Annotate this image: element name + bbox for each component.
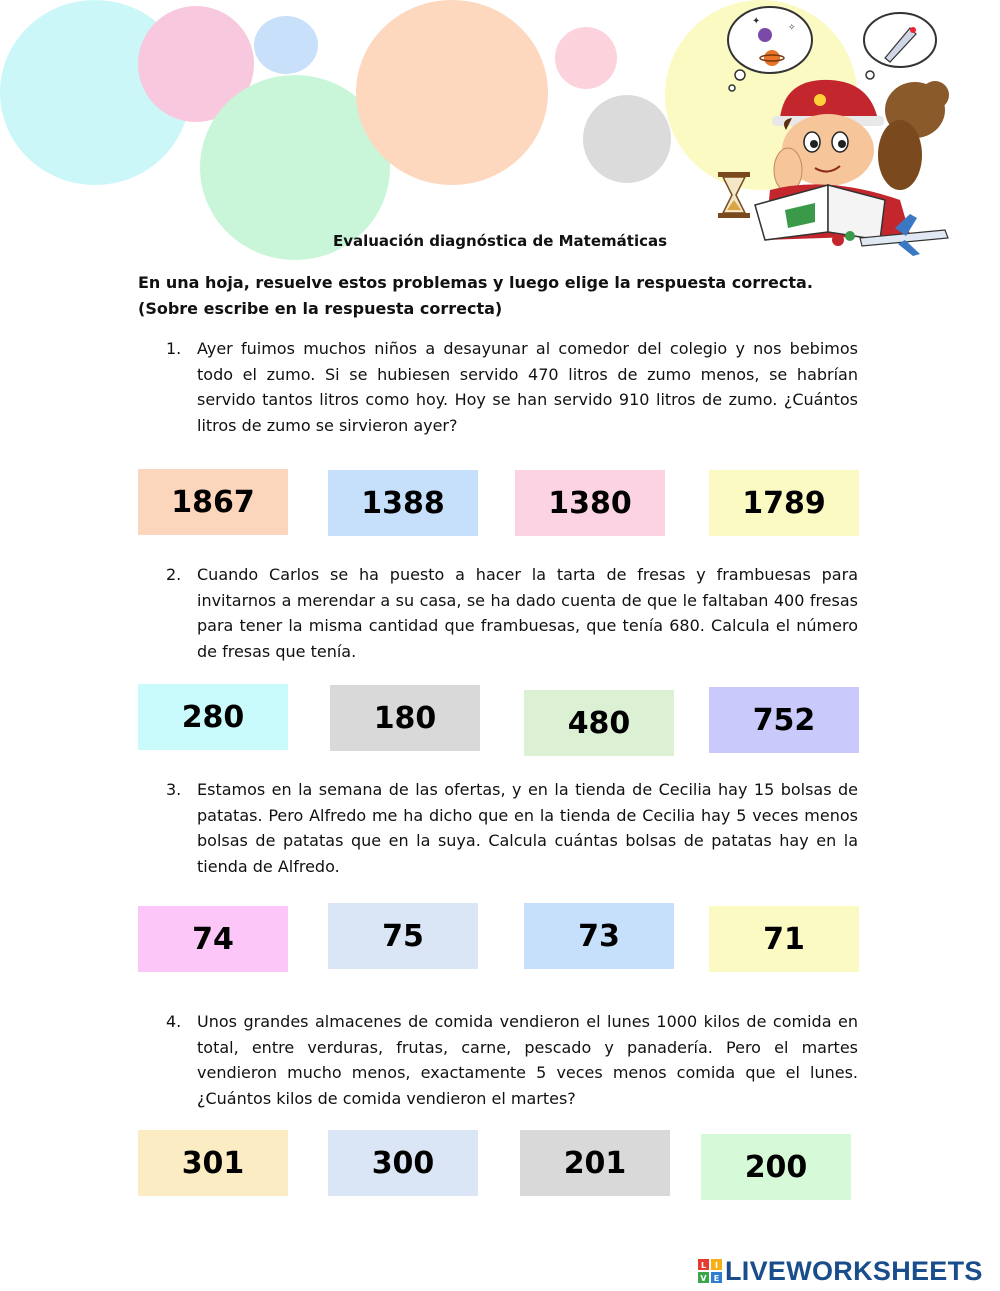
answer-option-q1-b[interactable]: 1388 [328, 470, 478, 536]
decorative-bubble [555, 27, 617, 89]
logo-icon-letter: L [700, 1261, 707, 1270]
answer-option-q4-b[interactable]: 300 [328, 1130, 478, 1196]
question-4 [166, 1009, 858, 1111]
question-text: Cuando Carlos se ha puesto a hacer la tarta de fresas y frambuesas para invitarnos a merendar a su casa, se ha dado cuenta de que le faltaban 400 fresas para tener la misma cantidad que frambuesas, que tenía 680. Calcula el número de fresas que tenía. [197, 565, 858, 661]
decorative-bubble [356, 0, 548, 185]
logo-text: LIVEWORKSHEETS [725, 1255, 983, 1286]
answer-option-q2-c[interactable]: 480 [524, 690, 674, 756]
svg-text:✧: ✧ [788, 23, 796, 33]
liveworksheets-logo [698, 1254, 983, 1288]
question-3 [166, 777, 858, 879]
answer-option-q1-a[interactable]: 1867 [138, 469, 288, 535]
answer-option-q2-d[interactable]: 752 [709, 687, 859, 753]
svg-text:✦: ✦ [752, 16, 761, 27]
answer-option-q3-d[interactable]: 71 [709, 906, 859, 972]
boy-reading-illustration [710, 0, 1000, 260]
answer-option-q4-a[interactable]: 301 [138, 1130, 288, 1196]
question-number: 1. [166, 339, 182, 358]
page-title: Evaluación diagnóstica de Matemáticas [332, 232, 668, 250]
question-2 [166, 562, 858, 664]
answer-option-q3-c[interactable]: 73 [524, 903, 674, 969]
answer-option-q1-c[interactable]: 1380 [515, 470, 665, 536]
question-1 [166, 336, 858, 438]
instructions: En una hoja, resuelve estos problemas y luego elige la respuesta correcta. (Sobre escribe en la respuesta correcta) [138, 273, 813, 318]
answer-option-q2-a[interactable]: 280 [138, 684, 288, 750]
answer-option-q4-d[interactable]: 200 [701, 1134, 851, 1200]
liveworksheets-logo-icon [698, 1259, 722, 1283]
question-text: Estamos en la semana de las ofertas, y en la tienda de Cecilia hay 15 bolsas de patatas. Pero Alfredo me ha dicho que en la tienda de Cecilia hay 5 veces menos bolsas de patatas que en la suya. Calcula cuántas bolsas de patatas hay en la tienda de Alfredo. [197, 780, 858, 876]
decorative-bubble [254, 16, 318, 74]
question-number: 3. [166, 780, 182, 799]
logo-icon-letter: E [713, 1274, 720, 1283]
question-text: Unos grandes almacenes de comida vendieron el lunes 1000 kilos de comida en total, entre verduras, frutas, carne, pescado y panadería. Pero el martes vendieron mucho menos, exactamente 5 veces menos comida que el lunes. ¿Cuántos kilos de comida vendieron el martes? [197, 1012, 858, 1108]
answer-option-q1-d[interactable]: 1789 [709, 470, 859, 536]
question-number: 4. [166, 1012, 182, 1031]
question-number: 2. [166, 565, 182, 584]
answer-option-q3-b[interactable]: 75 [328, 903, 478, 969]
logo-icon-letter: V [700, 1274, 707, 1283]
logo-icon-letter: I [715, 1261, 718, 1270]
answer-option-q2-b[interactable]: 180 [330, 685, 480, 751]
answer-option-q4-c[interactable]: 201 [520, 1130, 670, 1196]
answer-option-q3-a[interactable]: 74 [138, 906, 288, 972]
question-text: Ayer fuimos muchos niños a desayunar al comedor del colegio y nos bebimos todo el zumo. Si se hubiesen servido 470 litros de zumo menos, se habrían servido tantos litros como hoy. Hoy se han servido 910 litros de zumo. ¿Cuántos litros de zumo se sirvieron ayer? [197, 339, 858, 435]
decorative-bubble [583, 95, 671, 183]
